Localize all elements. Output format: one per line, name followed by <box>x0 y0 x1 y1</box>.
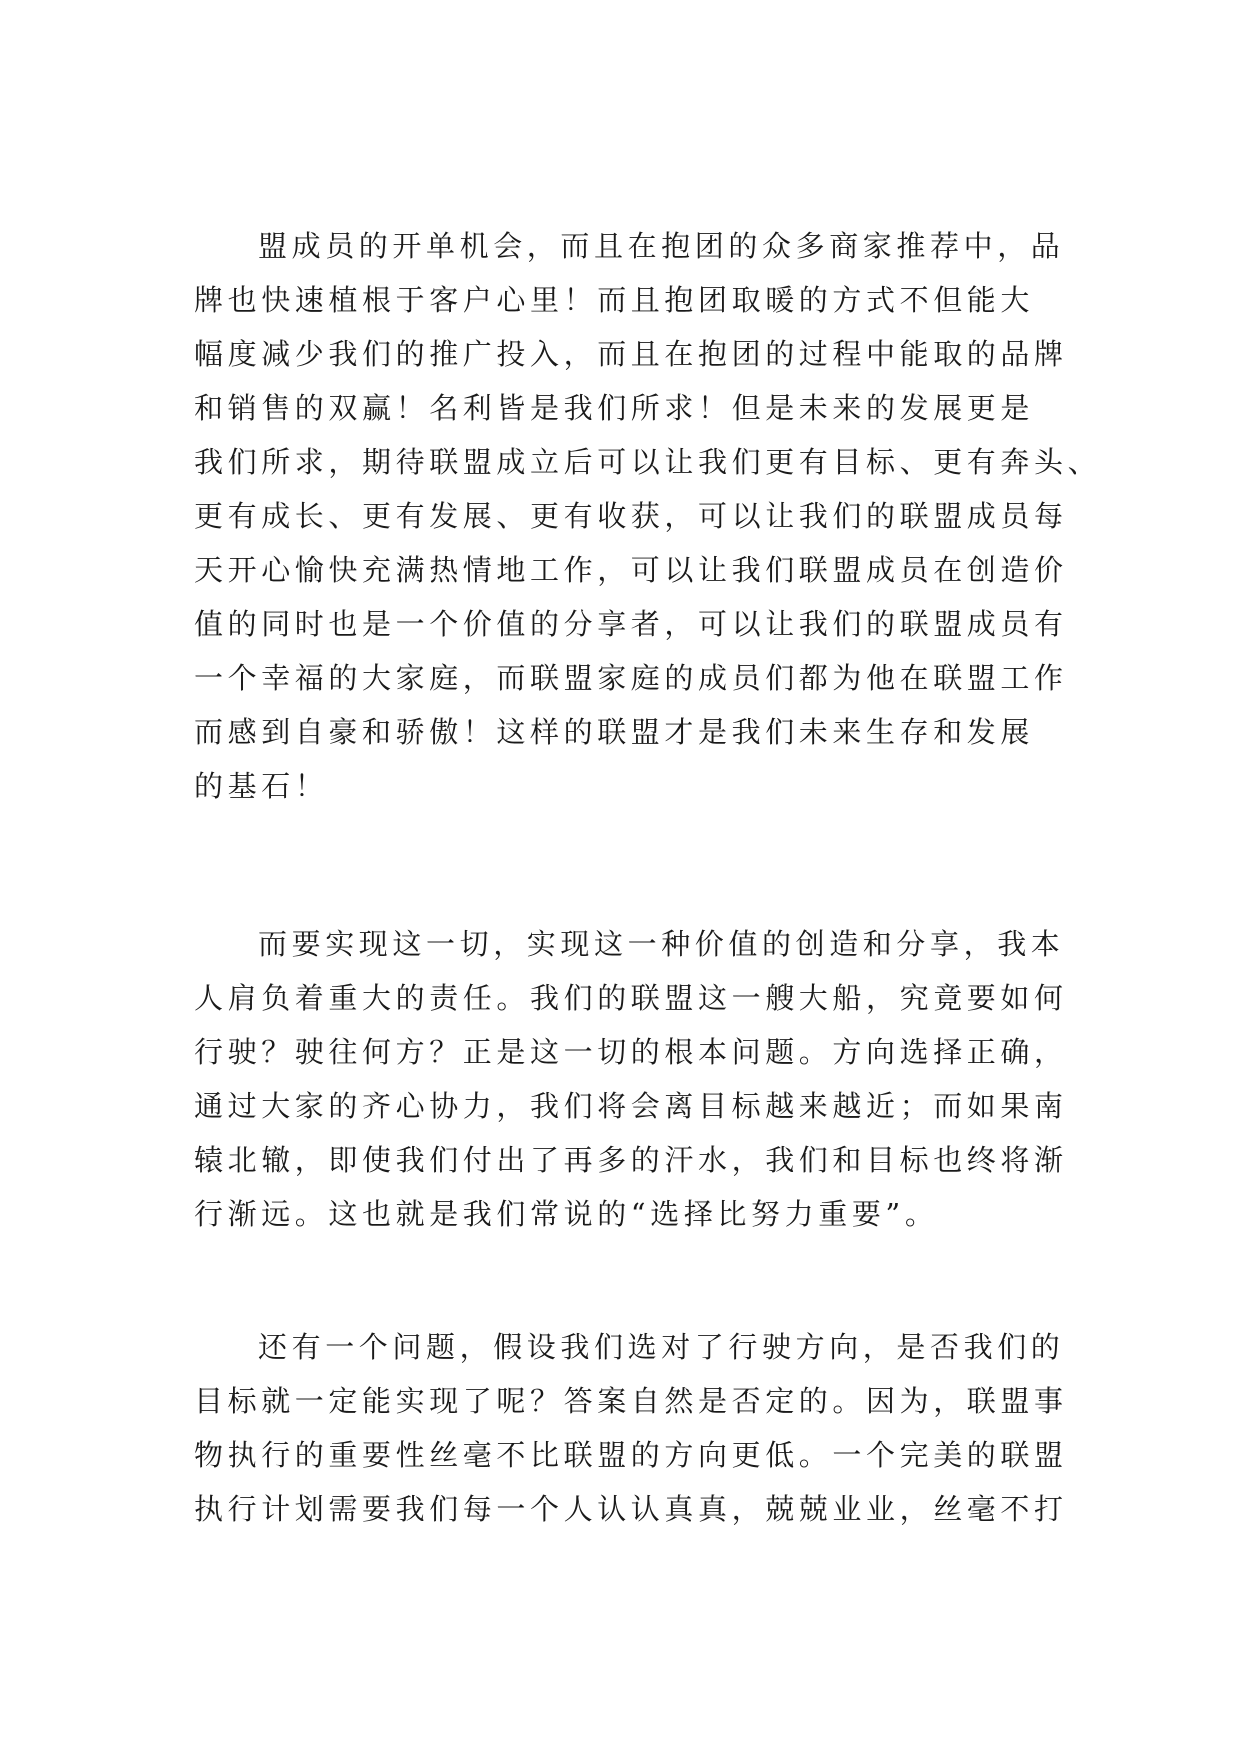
paragraph-line: 天开心愉快充满热情地工作，可以让我们联盟成员在创造价 <box>194 553 1068 587</box>
paragraph-line: 而感到自豪和骄傲！这样的联盟才是我们未来生存和发展 <box>194 715 1035 749</box>
paragraph-3 <box>194 1320 1068 1536</box>
paragraph-line: 执行计划需要我们每一个人认认真真，兢兢业业，丝毫不打 <box>194 1492 1068 1526</box>
paragraph-line: 辕北辙，即使我们付出了再多的汗水，我们和目标也终将渐 <box>194 1143 1068 1177</box>
paragraph-line: 的基石！ <box>194 769 329 803</box>
paragraph-line: 物执行的重要性丝毫不比联盟的方向更低。一个完美的联盟 <box>194 1438 1068 1472</box>
paragraph-2 <box>194 917 1068 1241</box>
paragraph-line: 还有一个问题，假设我们选对了行驶方向，是否我们的 <box>258 1330 1065 1364</box>
paragraph-line: 值的同时也是一个价值的分享者，可以让我们的联盟成员有 <box>194 607 1068 641</box>
paragraph-line: 行驶？驶往何方？正是这一切的根本问题。方向选择正确， <box>194 1035 1068 1069</box>
paragraph-line: 盟成员的开单机会，而且在抱团的众多商家推荐中，品 <box>258 229 1065 263</box>
paragraph-line: 一个幸福的大家庭，而联盟家庭的成员们都为他在联盟工作 <box>194 661 1068 695</box>
paragraph-line: 更有成长、更有发展、更有收获，可以让我们的联盟成员每 <box>194 499 1068 533</box>
paragraph-line: 我们所求，期待联盟成立后可以让我们更有目标、更有奔头、 <box>194 445 1102 479</box>
paragraph-1 <box>194 219 1102 813</box>
paragraph-line: 行渐远。这也就是我们常说的“选择比努力重要”。 <box>194 1197 939 1231</box>
paragraph-line: 而要实现这一切，实现这一种价值的创造和分享，我本 <box>258 927 1065 961</box>
paragraph-line: 人肩负着重大的责任。我们的联盟这一艘大船，究竟要如何 <box>194 981 1068 1015</box>
paragraph-line: 和销售的双赢！名利皆是我们所求！但是未来的发展更是 <box>194 391 1035 425</box>
paragraph-line: 通过大家的齐心协力，我们将会离目标越来越近；而如果南 <box>194 1089 1068 1123</box>
paragraph-line: 目标就一定能实现了呢？答案自然是否定的。因为，联盟事 <box>194 1384 1068 1418</box>
paragraph-line: 幅度减少我们的推广投入，而且在抱团的过程中能取的品牌 <box>194 337 1068 371</box>
paragraph-line: 牌也快速植根于客户心里！而且抱团取暖的方式不但能大 <box>194 283 1035 317</box>
